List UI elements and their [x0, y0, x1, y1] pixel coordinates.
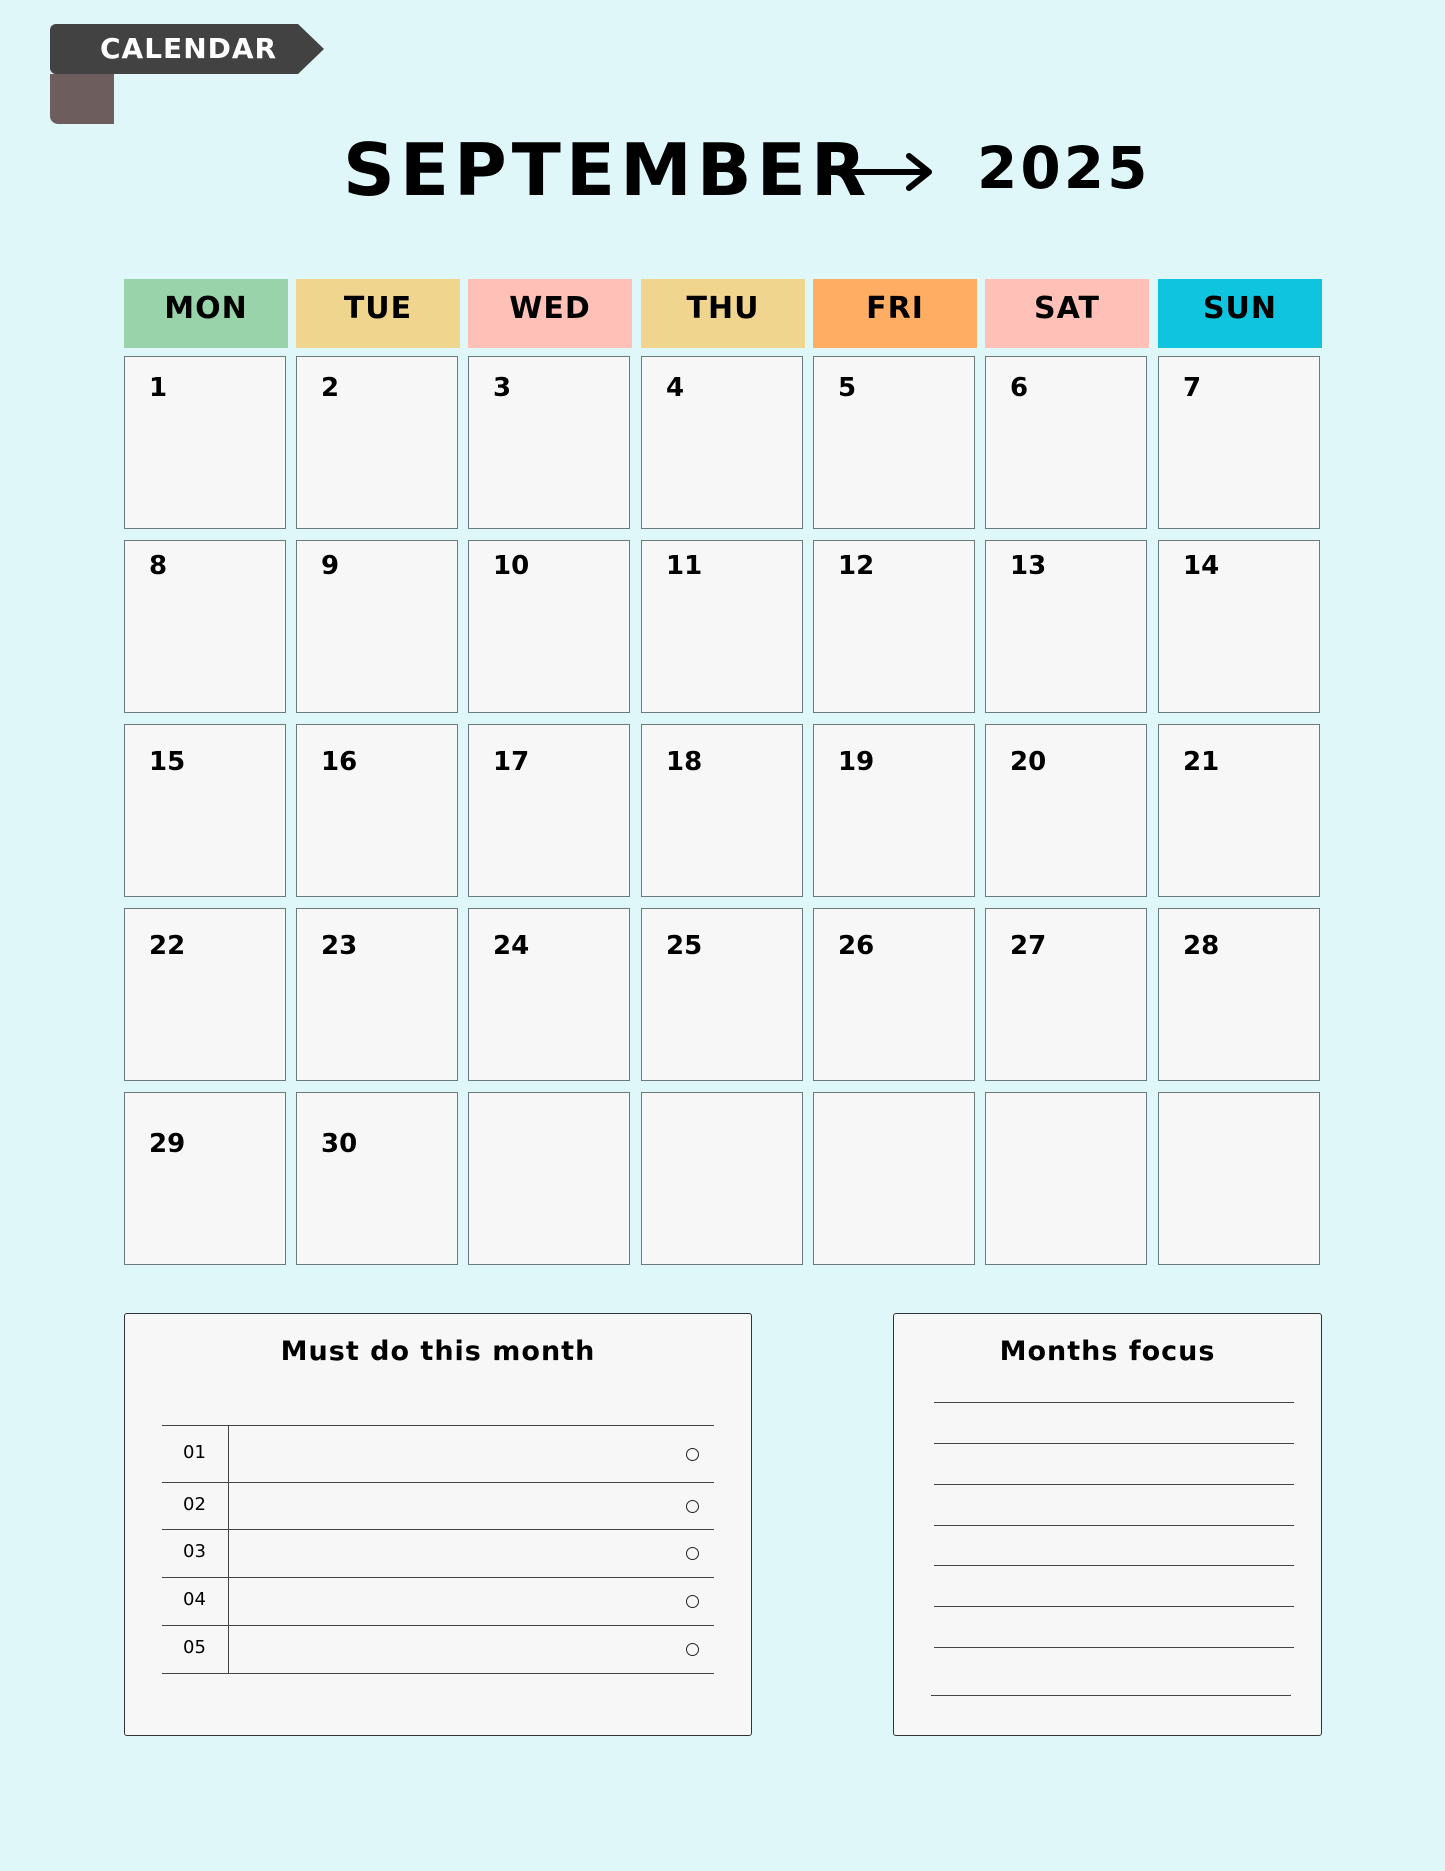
day-cell-5[interactable] — [813, 356, 975, 529]
todo-divider — [162, 1529, 714, 1530]
day-cell-14[interactable] — [1158, 540, 1320, 713]
day-number: 2 — [321, 373, 340, 403]
day-number: 13 — [1010, 551, 1047, 581]
day-number: 3 — [493, 373, 512, 403]
focus-write-line — [934, 1484, 1294, 1485]
day-number: 11 — [666, 551, 703, 581]
focus-write-line — [934, 1402, 1294, 1403]
checkbox-circle-icon[interactable] — [686, 1500, 699, 1513]
day-number: 20 — [1010, 747, 1047, 777]
day-number: 22 — [149, 931, 186, 961]
day-number: 4 — [666, 373, 685, 403]
day-cell-21[interactable] — [1158, 724, 1320, 897]
day-number: 25 — [666, 931, 703, 961]
day-cell-6[interactable] — [985, 356, 1147, 529]
day-cell-7[interactable] — [1158, 356, 1320, 529]
focus-write-line — [934, 1647, 1294, 1648]
day-number: 14 — [1183, 551, 1220, 581]
must-do-title: Must do this month — [280, 1336, 596, 1367]
day-cell-9[interactable] — [296, 540, 458, 713]
checkbox-circle-icon[interactable] — [686, 1448, 699, 1461]
day-number: 29 — [149, 1129, 186, 1159]
badge-point — [298, 24, 324, 74]
todo-divider — [162, 1482, 714, 1483]
todo-column-divider — [228, 1425, 229, 1673]
day-cell-4[interactable] — [641, 356, 803, 529]
day-number: 9 — [321, 551, 340, 581]
todo-number: 02 — [183, 1493, 206, 1515]
day-number: 21 — [1183, 747, 1220, 777]
day-number: 19 — [838, 747, 875, 777]
day-number: 1 — [149, 373, 168, 403]
day-cell-13[interactable] — [985, 540, 1147, 713]
day-number: 10 — [493, 551, 530, 581]
day-cell-23[interactable] — [296, 908, 458, 1081]
checkbox-circle-icon[interactable] — [686, 1595, 699, 1608]
todo-number: 05 — [183, 1637, 206, 1658]
calendar-badge — [50, 24, 325, 74]
day-number: 24 — [493, 931, 530, 961]
day-number: 27 — [1010, 931, 1047, 961]
badge-label: CALENDAR — [50, 24, 298, 74]
day-number: 7 — [1183, 373, 1202, 403]
day-number: 18 — [666, 747, 703, 777]
focus-write-line — [931, 1695, 1291, 1696]
day-cell-17[interactable] — [468, 724, 630, 897]
focus-write-line — [934, 1443, 1294, 1444]
focus-title: Months focus — [999, 1336, 1216, 1367]
todo-divider — [162, 1577, 714, 1578]
arrow-right-icon — [843, 150, 933, 194]
weekday-header-thu: THU — [641, 279, 805, 348]
day-cell-empty[interactable] — [1158, 1092, 1320, 1265]
day-cell-18[interactable] — [641, 724, 803, 897]
day-cell-16[interactable] — [296, 724, 458, 897]
checkbox-circle-icon[interactable] — [686, 1643, 699, 1656]
day-cell-empty[interactable] — [641, 1092, 803, 1265]
day-cell-29[interactable] — [124, 1092, 286, 1265]
day-cell-15[interactable] — [124, 724, 286, 897]
checkbox-circle-icon[interactable] — [686, 1547, 699, 1560]
day-number: 16 — [321, 747, 358, 777]
todo-number: 04 — [183, 1589, 206, 1610]
todo-divider — [162, 1625, 714, 1626]
weekday-header-mon: MON — [124, 279, 288, 348]
day-number: 23 — [321, 931, 358, 961]
must-do-panel — [124, 1313, 752, 1736]
day-cell-22[interactable] — [124, 908, 286, 1081]
day-cell-24[interactable] — [468, 908, 630, 1081]
focus-write-line — [934, 1525, 1294, 1526]
weekday-header-wed: WED — [468, 279, 632, 348]
month-title: SEPTEMBER — [343, 128, 872, 212]
day-cell-2[interactable] — [296, 356, 458, 529]
todo-divider — [162, 1425, 714, 1426]
day-cell-28[interactable] — [1158, 908, 1320, 1081]
day-number: 30 — [321, 1129, 358, 1159]
focus-write-line — [934, 1565, 1294, 1566]
day-cell-27[interactable] — [985, 908, 1147, 1081]
day-number: 17 — [493, 747, 530, 777]
day-number: 12 — [838, 551, 875, 581]
weekday-header-fri: FRI — [813, 279, 977, 348]
weekday-header-tue: TUE — [296, 279, 460, 348]
day-cell-19[interactable] — [813, 724, 975, 897]
day-number: 15 — [149, 747, 186, 777]
todo-divider — [162, 1673, 714, 1674]
day-number: 8 — [149, 551, 168, 581]
day-cell-3[interactable] — [468, 356, 630, 529]
day-cell-26[interactable] — [813, 908, 975, 1081]
day-number: 26 — [838, 931, 875, 961]
weekday-header-sat: SAT — [985, 279, 1149, 348]
focus-panel — [893, 1313, 1322, 1736]
day-number: 28 — [1183, 931, 1220, 961]
day-cell-empty[interactable] — [813, 1092, 975, 1265]
day-cell-8[interactable] — [124, 540, 286, 713]
badge-fold — [50, 74, 114, 124]
day-cell-25[interactable] — [641, 908, 803, 1081]
day-cell-10[interactable] — [468, 540, 630, 713]
focus-write-line — [934, 1606, 1294, 1607]
day-number: 6 — [1010, 373, 1029, 403]
year-title: 2025 — [977, 134, 1151, 202]
todo-number: 01 — [183, 1442, 206, 1463]
day-number: 5 — [838, 373, 857, 403]
day-cell-30[interactable] — [296, 1092, 458, 1265]
todo-number: 03 — [183, 1541, 206, 1562]
day-cell-12[interactable] — [813, 540, 975, 713]
day-cell-empty[interactable] — [985, 1092, 1147, 1265]
day-cell-11[interactable] — [641, 540, 803, 713]
day-cell-empty[interactable] — [468, 1092, 630, 1265]
day-cell-20[interactable] — [985, 724, 1147, 897]
day-cell-1[interactable] — [124, 356, 286, 529]
weekday-header-sun: SUN — [1158, 279, 1322, 348]
